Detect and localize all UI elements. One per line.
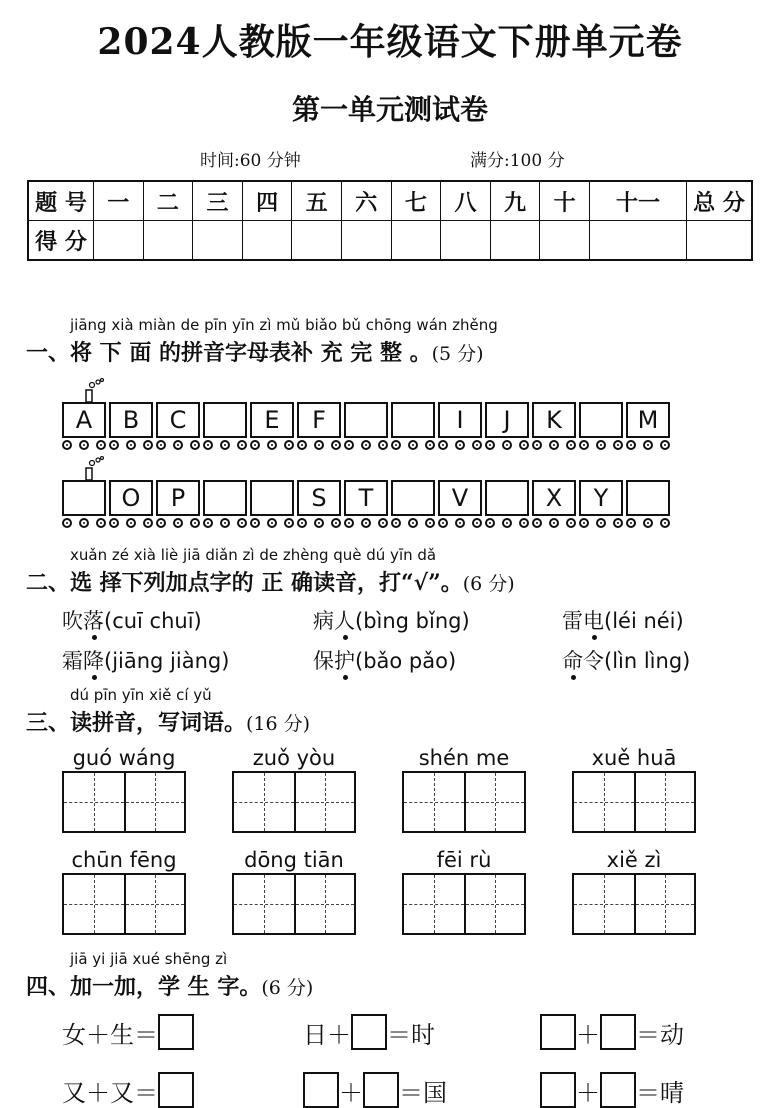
train-car (109, 480, 156, 528)
train-car-blank[interactable] (391, 402, 435, 438)
train-car-blank[interactable] (579, 402, 623, 438)
train-car (203, 402, 250, 450)
writing-grid[interactable] (402, 771, 526, 833)
wheel-icon (267, 518, 277, 528)
wheel-icon (532, 440, 542, 450)
q2-options: (bǎo pǎo) (355, 649, 457, 673)
score-input-cell[interactable] (341, 221, 391, 261)
q2-dotted-char: 人 (334, 609, 355, 633)
score-table-header-row (28, 181, 752, 221)
time-limit: 时间:60 分钟 (200, 151, 301, 171)
wheel-icon (203, 440, 213, 450)
train-car (438, 402, 485, 450)
wheel-icon (331, 440, 341, 450)
q4-expression: 日＋ (303, 1020, 351, 1049)
train-car-letter: O (109, 480, 153, 516)
q2-options: (cuī chuī) (104, 609, 202, 633)
q4-expression: ＋ (576, 1020, 600, 1049)
wheel-icon (344, 518, 354, 528)
score-header-cell: 八 (441, 181, 491, 221)
wheel-icon (408, 518, 418, 528)
wheel-icon (502, 518, 512, 528)
wheel-icon (425, 518, 435, 528)
writing-grid[interactable] (232, 873, 356, 935)
q2-options: (jiāng jiàng) (104, 649, 230, 673)
score-input-cell[interactable] (193, 221, 243, 261)
wheel-icon (643, 440, 653, 450)
wheel-icon (613, 440, 623, 450)
word-pinyin: fēi rù (436, 848, 492, 872)
wheel-icon (344, 440, 354, 450)
score-input-cell[interactable] (441, 221, 491, 261)
q2-dotted-char: 电 (583, 609, 604, 633)
q4-equation (540, 1072, 684, 1108)
score-input-cell[interactable] (540, 221, 590, 261)
writing-grid[interactable] (62, 873, 186, 935)
word-pinyin: xiě zì (606, 848, 662, 872)
answer-box[interactable] (540, 1072, 576, 1108)
wheel-icon (596, 518, 606, 528)
train-car-letter: M (626, 402, 670, 438)
q2-pinyin: xuǎn zé xià liè jiā diǎn zì de zhèng què dú yīn dǎ (70, 546, 437, 564)
train-car (344, 402, 391, 450)
train-car-letter: V (438, 480, 482, 516)
wheel-icon (284, 518, 294, 528)
train-car (532, 480, 579, 528)
q4-equation (62, 1072, 194, 1108)
train-car-letter: P (156, 480, 200, 516)
train-car (391, 402, 438, 450)
wheel-icon (425, 440, 435, 450)
wheel-icon (596, 440, 606, 450)
train-car (203, 480, 250, 528)
wheel-icon (314, 440, 324, 450)
wheel-icon (579, 518, 589, 528)
train-car-letter: T (344, 480, 388, 516)
wheel-icon (156, 440, 166, 450)
wheel-icon (173, 440, 183, 450)
train-car (391, 480, 438, 528)
answer-box[interactable] (158, 1014, 194, 1050)
wheel-icon (314, 518, 324, 528)
score-input-cell[interactable] (292, 221, 342, 261)
wheel-icon (203, 518, 213, 528)
answer-box[interactable] (351, 1014, 387, 1050)
q2-item[interactable] (313, 605, 470, 635)
train-car (250, 402, 297, 450)
q3-points: (16 分) (246, 713, 311, 735)
q2-char: 霜 (62, 649, 83, 673)
train-car (62, 402, 109, 450)
train-car (579, 480, 626, 528)
wheel-icon (62, 440, 72, 450)
wheel-icon (438, 440, 448, 450)
q4-pinyin: jiā yi jiā xué shēng zì (70, 950, 228, 968)
wheel-icon (62, 518, 72, 528)
score-input-cell[interactable] (490, 221, 540, 261)
train-car (156, 402, 203, 450)
q4-expression: ＝动 (636, 1020, 684, 1049)
score-header-cell: 三 (193, 181, 243, 221)
q2-char: 雷 (562, 609, 583, 633)
wheel-icon (472, 518, 482, 528)
alphabet-train-1 (62, 402, 673, 450)
q2-options: (léi néi) (604, 609, 684, 633)
train-car-letter: C (156, 402, 200, 438)
q4-expression: ＝时 (387, 1020, 435, 1049)
train-car-letter: K (532, 402, 576, 438)
score-header-cell: 十一 (589, 181, 686, 221)
q2-item[interactable] (62, 645, 229, 675)
score-table (27, 180, 753, 261)
q2-char: 病 (313, 609, 334, 633)
train-car-letter: X (532, 480, 576, 516)
score-header-cell: 五 (292, 181, 342, 221)
q2-item[interactable] (313, 645, 456, 675)
word-pinyin: zuǒ yòu (252, 746, 336, 770)
score-input-cell[interactable] (143, 221, 193, 261)
wheel-icon (173, 518, 183, 528)
train-car (156, 480, 203, 528)
train-car-letter: E (250, 402, 294, 438)
q2-heading (26, 566, 515, 597)
wheel-icon (626, 518, 636, 528)
train-car-letter: S (297, 480, 341, 516)
answer-box[interactable] (600, 1072, 636, 1108)
q4-equation (303, 1014, 435, 1050)
q4-equation (303, 1072, 447, 1108)
wheel-icon (96, 440, 106, 450)
q3-title: 三、读拼音，写词语。 (26, 710, 247, 736)
q1-points: (5 分) (431, 343, 484, 365)
wheel-icon (549, 440, 559, 450)
wheel-icon (408, 440, 418, 450)
q2-char: 吹 (62, 609, 83, 633)
wheel-icon (378, 440, 388, 450)
q2-dotted-char: 命 (562, 649, 583, 673)
train-car (626, 480, 673, 528)
train-car (62, 480, 109, 528)
answer-box[interactable] (540, 1014, 576, 1050)
word-pinyin: guó wáng (72, 746, 176, 770)
wheel-icon (502, 440, 512, 450)
wheel-icon (532, 518, 542, 528)
page-title: 2024人教版一年级语文下册单元卷 (97, 21, 683, 63)
train-car (532, 402, 579, 450)
score-header-cell: 九 (490, 181, 540, 221)
wheel-icon (378, 518, 388, 528)
score-input-cell[interactable] (589, 221, 686, 261)
page-subtitle: 第一单元测试卷 (291, 93, 488, 126)
wheel-icon (660, 518, 670, 528)
train-car (250, 480, 297, 528)
train-car-blank[interactable] (391, 480, 435, 516)
wheel-icon (297, 518, 307, 528)
train-chimney-icon (82, 456, 106, 480)
q2-options: (bìng bǐng) (355, 609, 470, 633)
q3-pinyin: dú pīn yīn xiě cí yǔ (70, 686, 212, 704)
train-car (626, 402, 673, 450)
wheel-icon (438, 518, 448, 528)
word-pinyin: xuě huā (591, 746, 677, 770)
q2-dotted-char: 降 (83, 649, 104, 673)
train-car-letter: F (297, 402, 341, 438)
wheel-icon (126, 518, 136, 528)
train-car (579, 402, 626, 450)
wheel-icon (79, 518, 89, 528)
q4-expression: 又＋又＝ (62, 1078, 158, 1107)
word-pinyin: dōng tiān (244, 848, 344, 872)
train-car-blank[interactable] (203, 480, 247, 516)
wheel-icon (391, 440, 401, 450)
answer-box[interactable] (600, 1014, 636, 1050)
wheel-icon (143, 518, 153, 528)
wheel-icon (190, 440, 200, 450)
train-car-blank[interactable] (250, 480, 294, 516)
train-car-letter: A (62, 402, 106, 438)
full-score: 满分:100 分 (470, 151, 565, 171)
wheel-icon (109, 518, 119, 528)
q2-points: (6 分) (462, 573, 515, 595)
q4-expression: ＋ (576, 1078, 600, 1107)
q2-item[interactable] (562, 605, 684, 635)
train-car-letter: J (485, 402, 529, 438)
q1-pinyin: jiāng xià miàn de pīn yīn zì mǔ biǎo bǔ chōng wán zhěng (70, 316, 498, 334)
wheel-icon (79, 440, 89, 450)
answer-box[interactable] (303, 1072, 339, 1108)
q4-heading (26, 970, 313, 1001)
answer-box[interactable] (158, 1072, 194, 1108)
q4-equation (540, 1014, 684, 1050)
wheel-icon (549, 518, 559, 528)
wheel-icon (267, 440, 277, 450)
q4-equation (62, 1014, 194, 1050)
wheel-icon (660, 440, 670, 450)
q4-expression: ＋ (339, 1078, 363, 1107)
answer-box[interactable] (363, 1072, 399, 1108)
train-car (438, 480, 485, 528)
wheel-icon (331, 518, 341, 528)
q1-heading (26, 336, 484, 367)
wheel-icon (455, 440, 465, 450)
wheel-icon (220, 440, 230, 450)
alphabet-train-2 (62, 480, 673, 528)
wheel-icon (156, 518, 166, 528)
wheel-icon (190, 518, 200, 528)
wheel-icon (579, 440, 589, 450)
train-car (485, 480, 532, 528)
train-car-blank[interactable] (62, 480, 106, 516)
train-car-blank[interactable] (344, 402, 388, 438)
score-header-cell: 题 号 (28, 181, 94, 221)
wheel-icon (250, 440, 260, 450)
score-table-score-row (28, 221, 752, 261)
train-car-blank[interactable] (203, 402, 247, 438)
q2-item[interactable] (562, 645, 690, 675)
q2-item[interactable] (62, 605, 202, 635)
wheel-icon (455, 518, 465, 528)
score-input-cell[interactable] (687, 221, 753, 261)
score-row-label: 得 分 (28, 221, 94, 261)
wheel-icon (237, 440, 247, 450)
wheel-icon (643, 518, 653, 528)
q2-options: 令(lìn lìng) (583, 649, 691, 673)
score-header-cell: 十 (540, 181, 590, 221)
score-header-cell: 七 (391, 181, 441, 221)
wheel-icon (284, 440, 294, 450)
score-header-cell: 四 (242, 181, 292, 221)
train-car-letter: B (109, 402, 153, 438)
word-pinyin: chūn fēng (71, 848, 177, 872)
q2-dotted-char: 护 (334, 649, 355, 673)
wheel-icon (613, 518, 623, 528)
train-car (109, 402, 156, 450)
score-input-cell[interactable] (242, 221, 292, 261)
wheel-icon (626, 440, 636, 450)
word-pinyin: shén me (418, 746, 510, 770)
wheel-icon (566, 440, 576, 450)
writing-grid[interactable] (572, 771, 696, 833)
q4-expression: ＝晴 (636, 1078, 684, 1107)
q4-title: 四、加一加，学 生 字。 (26, 974, 262, 1000)
wheel-icon (143, 440, 153, 450)
wheel-icon (96, 518, 106, 528)
score-header-cell: 二 (143, 181, 193, 221)
q4-expression: 女＋生＝ (62, 1020, 158, 1049)
q2-char: 保 (313, 649, 334, 673)
train-car-letter: I (438, 402, 482, 438)
train-car (297, 480, 344, 528)
wheel-icon (519, 440, 529, 450)
wheel-icon (391, 518, 401, 528)
q4-expression: ＝国 (399, 1078, 447, 1107)
score-header-cell: 六 (341, 181, 391, 221)
score-input-cell[interactable] (94, 221, 144, 261)
wheel-icon (519, 518, 529, 528)
q2-title: 二、选 择下列加点字的 正 确读音，打“√”。 (26, 570, 463, 596)
wheel-icon (566, 518, 576, 528)
writing-grid[interactable] (232, 771, 356, 833)
writing-grid[interactable] (402, 873, 526, 935)
q4-points: (6 分) (261, 977, 314, 999)
score-header-cell: 总 分 (687, 181, 753, 221)
wheel-icon (109, 440, 119, 450)
train-car (297, 402, 344, 450)
wheel-icon (361, 440, 371, 450)
q1-title: 一、将 下 面 的拼音字母表补 充 完 整 。 (26, 340, 432, 366)
train-car (485, 402, 532, 450)
train-car (344, 480, 391, 528)
wheel-icon (361, 518, 371, 528)
train-chimney-icon (82, 378, 106, 402)
wheel-icon (250, 518, 260, 528)
wheel-icon (126, 440, 136, 450)
train-car-blank[interactable] (626, 480, 670, 516)
q3-heading (26, 706, 310, 737)
score-header-cell: 一 (94, 181, 144, 221)
wheel-icon (485, 518, 495, 528)
writing-grid[interactable] (572, 873, 696, 935)
train-car-letter: Y (579, 480, 623, 516)
wheel-icon (297, 440, 307, 450)
wheel-icon (485, 440, 495, 450)
wheel-icon (472, 440, 482, 450)
train-car-blank[interactable] (485, 480, 529, 516)
q2-dotted-char: 落 (83, 609, 104, 633)
wheel-icon (237, 518, 247, 528)
score-input-cell[interactable] (391, 221, 441, 261)
writing-grid[interactable] (62, 771, 186, 833)
wheel-icon (220, 518, 230, 528)
